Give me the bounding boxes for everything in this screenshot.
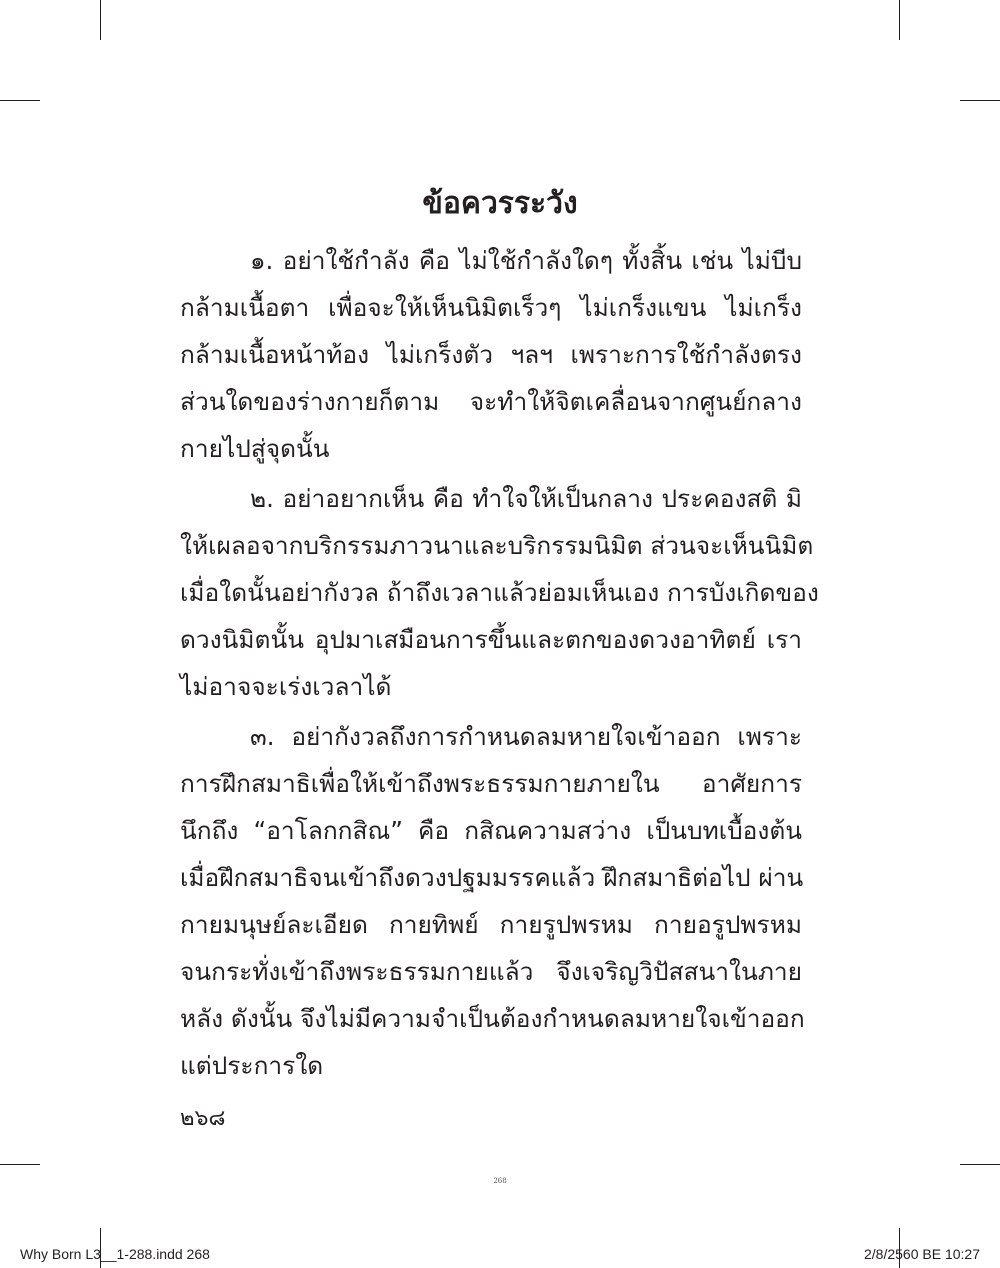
paragraph-line: กายมนุษย์ละเอียด กายทิพย์ กายรูปพรหม กายอรูปพรหม [180,910,802,939]
paragraph-line: จนกระทั่งเข้าถึงพระธรรมกายแล้ว จึงเจริญวิปัสสนาในภาย [180,957,802,986]
crop-mark [100,0,101,40]
page-title: ข้อควรระวัง [422,186,578,221]
paragraph-line: กล้ามเนื้อตา เพื่อจะให้เห็นนิมิตเร็วๆ ไม่เกร็งแขน ไม่เกร็ง [180,293,802,322]
paragraph-line: ๑. อย่าใช้กำลัง คือ ไม่ใช้กำลังใดๆ ทั้งสิ้น เช่น ไม่บีบ [250,246,802,275]
paragraph-line: ให้เผลอจากบริกรรมภาวนาและบริกรรมนิมิต ส่วนจะเห็นนิมิต [180,531,814,560]
crop-mark [899,0,900,40]
paragraph-line: ไม่อาจจะเร่งเวลาได้ [180,672,392,701]
paragraph-line: เมื่อใดนั้นอย่ากังวล ถ้าถึงเวลาแล้วย่อมเห็นเอง การบังเกิดของ [180,578,819,607]
paragraph-line: นึกถึง “อาโลกกสิณ” คือ กสิณความสว่าง เป็นบทเบื้องต้น [180,816,802,845]
paragraph-line: แต่ประการใด [180,1051,324,1080]
footer-date-time: 2/8/2560 BE 10:27 [864,1246,980,1262]
paragraph-line: ส่วนใดของร่างกายก็ตาม จะทำให้จิตเคลื่อนจากศูนย์กลาง [180,387,802,416]
crop-mark [960,100,1000,101]
page-number: ๒๖๘ [180,1106,226,1131]
paragraph-line: การฝึกสมาธิเพื่อให้เข้าถึงพระธรรมกายภายใน อาศัยการ [180,769,802,798]
footer-file-info: Why Born L3__1-288.indd 268 [20,1246,210,1262]
paragraph-line: หลัง ดังนั้น จึงไม่มีความจำเป็นต้องกำหนดลมหายใจเข้าออก [180,1004,805,1033]
paragraph-line: กล้ามเนื้อหน้าท้อง ไม่เกร็งตัว ฯลฯ เพราะการใช้กำลังตรง [180,340,802,369]
paragraph-line: ๓. อย่ากังวลถึงการกำหนดลมหายใจเข้าออก เพราะ [250,722,802,751]
paragraph-line: เมื่อฝึกสมาธิจนเข้าถึงดวงปฐมมรรคแล้ว ฝึกสมาธิต่อไป ผ่าน [180,863,804,892]
paragraph-line: กายไปสู่จุดนั้น [180,434,330,463]
crop-mark [960,1164,1000,1165]
center-slug: 268 [493,1177,507,1185]
crop-mark [0,1164,40,1165]
paragraph-line: ดวงนิมิตนั้น อุปมาเสมือนการขึ้นและตกของดวงอาทิตย์ เรา [180,625,802,654]
paragraph-line: ๒. อย่าอยากเห็น คือ ทำใจให้เป็นกลาง ประคองสติ มิ [250,484,802,513]
crop-mark [0,100,40,101]
